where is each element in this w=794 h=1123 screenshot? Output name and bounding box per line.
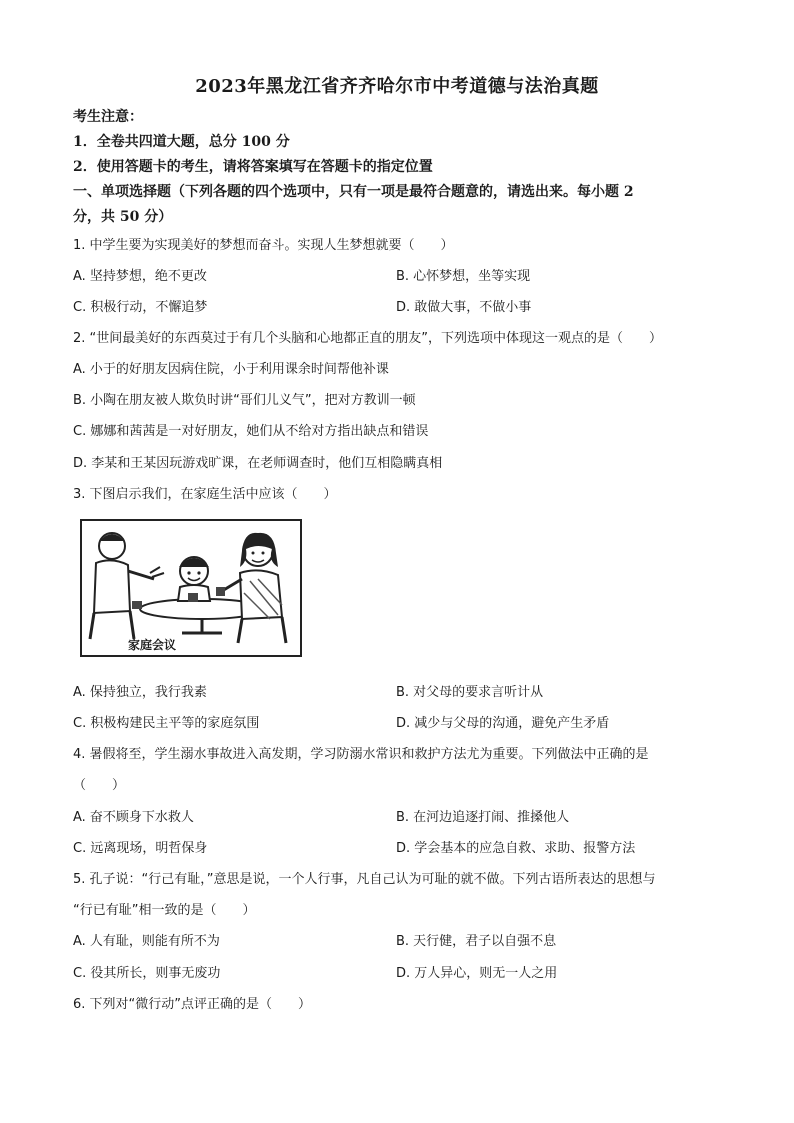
exam-title: 2023年黑龙江省齐齐哈尔市中考道德与法治真题 — [195, 76, 599, 97]
notice-heading: 考生注意： — [73, 109, 143, 125]
question-2-option-d: D. 李某和王某因玩游戏旷课，在老师调查时，他们互相隐瞒真相 — [73, 456, 443, 471]
question-1-stem: 1. 中学生要为实现美好的梦想而奋斗。实现人生梦想就要（ ） — [73, 238, 454, 253]
question-5-stem-line-2: “行已有耻”相一致的是（ ） — [73, 903, 256, 918]
question-3-option-b: B. 对父母的要求言听计从 — [396, 685, 544, 700]
question-5-stem-line-1: 5. 孔子说：“行己有耻，”意思是说，一个人行事，凡自己认为可耻的就不做。下列古语所表达的思想与 — [73, 872, 656, 887]
question-2-option-b: B. 小陶在朋友被人欺负时讲“哥们儿义气”，把对方教训一顿 — [73, 393, 416, 408]
question-5-option-a: A. 人有耻，则能有所不为 — [73, 934, 220, 949]
question-3-option-a: A. 保持独立，我行我素 — [73, 685, 207, 700]
question-5-option-d: D. 万人异心，则无一人之用 — [396, 966, 558, 981]
question-1-option-d: D. 敢做大事，不做小事 — [396, 300, 532, 315]
figure-caption: 家庭会议 — [127, 638, 176, 652]
section-heading-line-2: 分，共 50 分） — [73, 209, 173, 225]
question-4-stem-line-2: （ ） — [73, 778, 126, 793]
question-2-option-a: A. 小于的好朋友因病住院，小于利用课余时间帮他补课 — [73, 362, 389, 377]
family-meeting-drawing — [82, 521, 300, 655]
question-4-option-a: A. 奋不顾身下水救人 — [73, 810, 194, 825]
family-meeting-illustration — [80, 519, 302, 657]
question-4-option-d: D. 学会基本的应急自救、求助、报警方法 — [396, 841, 636, 856]
question-1-option-b: B. 心怀梦想，坐等实现 — [396, 269, 531, 284]
question-6-stem: 6. 下列对“微行动”点评正确的是（ ） — [73, 997, 312, 1012]
question-4-stem-line-1: 4. 暑假将至，学生溺水事故进入高发期，学习防溺水常识和救护方法尤为重要。下列做法中正确的是 — [73, 747, 649, 762]
question-4-option-c: C. 远离现场，明哲保身 — [73, 841, 208, 856]
question-5-option-b: B. 天行健，君子以自强不息 — [396, 934, 557, 949]
question-3-option-d: D. 减少与父母的沟通，避免产生矛盾 — [396, 716, 610, 731]
question-4-option-b: B. 在河边追逐打闹、推搡他人 — [396, 810, 570, 825]
question-1-option-c: C. 积极行动，不懈追梦 — [73, 300, 208, 315]
notice-item-1: 1．全卷共四道大题，总分 100 分 — [73, 134, 290, 150]
question-3-option-c: C. 积极构建民主平等的家庭氛围 — [73, 716, 260, 731]
section-heading-line-1: 一、单项选择题（下列各题的四个选项中，只有一项是最符合题意的，请选出来。每小题 2 — [73, 184, 634, 200]
question-3-stem: 3. 下图启示我们，在家庭生活中应该（ ） — [73, 487, 337, 502]
question-2-option-c: C. 娜娜和茜茜是一对好朋友，她们从不给对方指出缺点和错误 — [73, 424, 429, 439]
question-5-option-c: C. 役其所长，则事无废功 — [73, 966, 221, 981]
notice-item-2: 2．使用答题卡的考生，请将答案填写在答题卡的指定位置 — [73, 159, 433, 175]
question-1-option-a: A. 坚持梦想，绝不更改 — [73, 269, 207, 284]
question-2-stem: 2. “世间最美好的东西莫过于有几个头脑和心地都正直的朋友”，下列选项中体现这一观点的是（ ） — [73, 331, 663, 346]
